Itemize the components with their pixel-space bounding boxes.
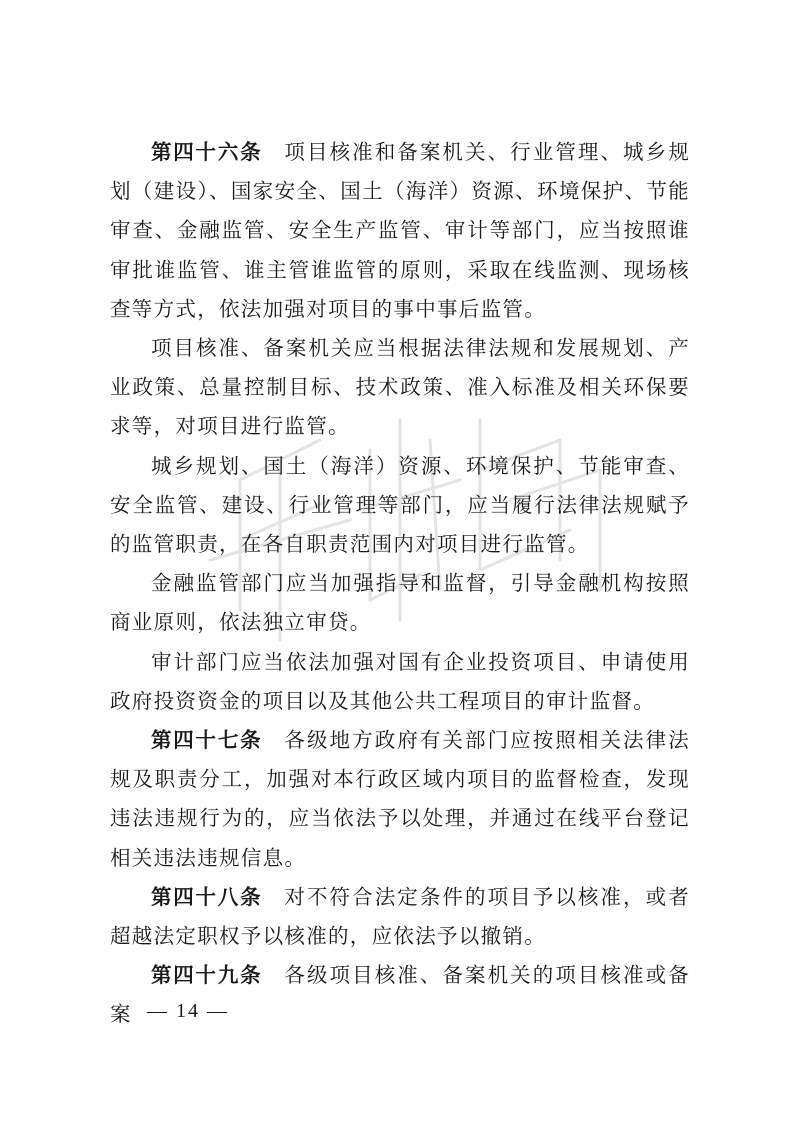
article-number: 第四十八条 xyxy=(151,884,263,909)
paragraph-text: 审计部门应当依法加强对国有企业投资项目、申请使用政府投资资金的项目以及其他公共工程项目的审计监督。 xyxy=(110,649,690,713)
paragraph-article-47 xyxy=(110,721,690,878)
paragraph-text: 对不符合法定条件的项目予以核准，或者超越法定职权予以核准的，应依法予以撤销。 xyxy=(110,884,690,949)
paragraph-article-48 xyxy=(110,878,690,956)
paragraph xyxy=(110,643,690,721)
paragraph-text: 项目核准、备案机关应当根据法律法规和发展规划、产业政策、总量控制目标、技术政策、准入标准及相关环保要求等，对项目进行监管。 xyxy=(110,336,690,439)
body-text xyxy=(110,133,690,1035)
page-number: — 14 — xyxy=(147,1000,229,1022)
paragraph-text: 金融监管部门应当加强指导和监督，引导金融机构按照商业原则，依法独立审贷。 xyxy=(110,571,690,635)
paragraph-text: 各级地方政府有关部门应按照相关法律法规及职责分工，加强对本行政区域内项目的监督检查，发现违法违规行为的，应当依法予以处理，并通过在线平台登记相关违法违规信息。 xyxy=(110,728,690,870)
paragraph-article-46 xyxy=(110,133,690,329)
paragraph-text: 城乡规划、国土（海洋）资源、环境保护、节能审查、安全监管、建设、行业管理等部门，应当履行法律法规赋予的监管职责，在各自职责范围内对项目进行监管。 xyxy=(110,453,690,557)
article-number: 第四十七条 xyxy=(151,728,263,753)
paragraph xyxy=(110,564,690,642)
paragraph-text: 项目核准和备案机关、行业管理、城乡规划（建设）、国家安全、国土（海洋）资源、环境保护、节能审查、金融监管、安全生产监管、审计等部门，应当按照谁审批谁监管、谁主管谁监管的原则，采取在线监测、现场核查等方式，依法加强对项目的事中事后监管。 xyxy=(110,140,690,321)
article-number: 第四十六条 xyxy=(151,140,263,164)
article-number: 第四十九条 xyxy=(151,963,263,988)
paragraph xyxy=(110,447,690,565)
paragraph xyxy=(110,329,690,447)
paragraph-text: 各级项目核准、备案机关的项目核准或备案 xyxy=(110,963,690,1027)
